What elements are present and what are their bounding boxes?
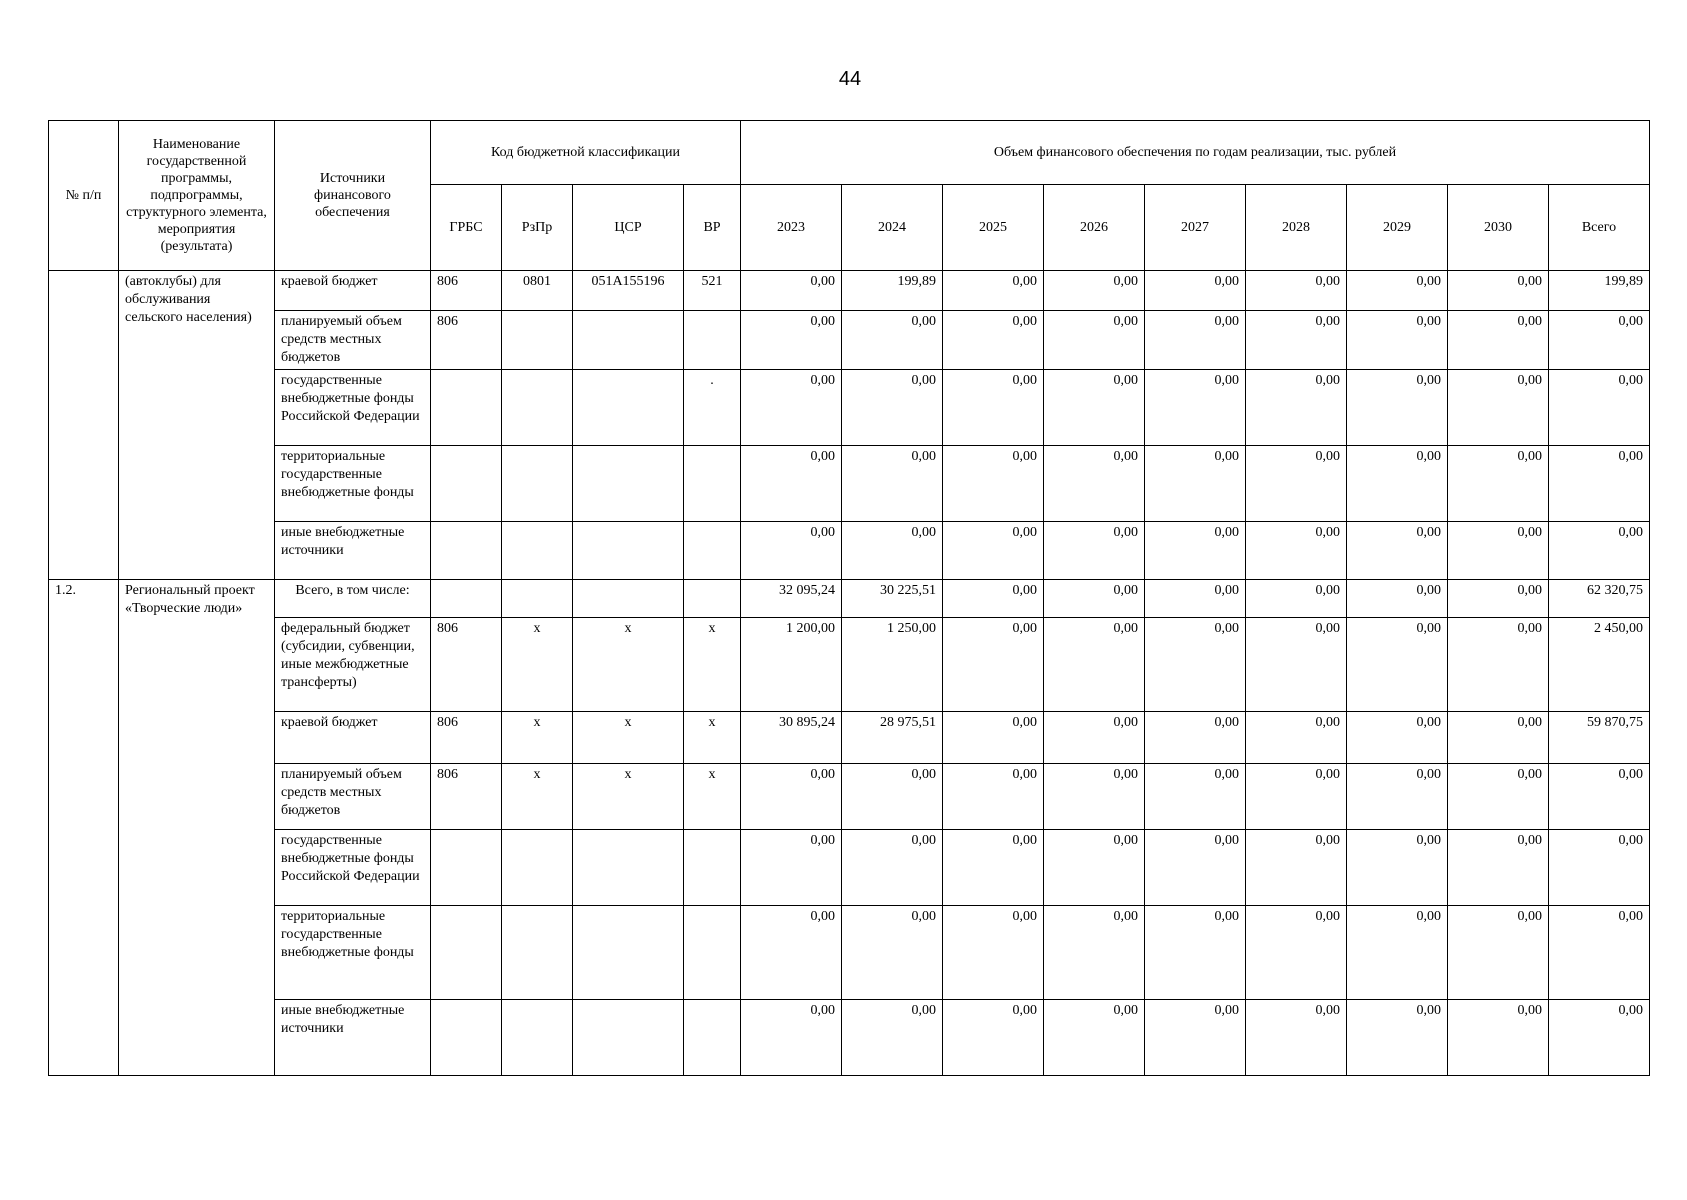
value-2029: 0,00 xyxy=(1347,618,1448,712)
code-grbs: 806 xyxy=(431,712,502,764)
value-2029: 0,00 xyxy=(1347,311,1448,370)
header-year-2025: 2025 xyxy=(943,185,1044,271)
financing-table xyxy=(48,120,1650,1076)
value-2027: 0,00 xyxy=(1145,712,1246,764)
value-2030: 0,00 xyxy=(1448,618,1549,712)
value-2026: 0,00 xyxy=(1044,830,1145,906)
code-vr: х xyxy=(684,618,741,712)
value-2025: 0,00 xyxy=(943,618,1044,712)
row-number: 1.2. xyxy=(49,580,119,1076)
value-2029: 0,00 xyxy=(1347,830,1448,906)
header-year-2028: 2028 xyxy=(1246,185,1347,271)
code-vr xyxy=(684,830,741,906)
code-vr: . xyxy=(684,370,741,446)
value-2027: 0,00 xyxy=(1145,271,1246,311)
table-row xyxy=(49,446,1650,522)
value-2023: 0,00 xyxy=(741,830,842,906)
header-name: Наименование государственной программы, подпрограммы, структурного элемента, мероприятия (результата) xyxy=(119,121,275,271)
code-vr xyxy=(684,906,741,1000)
value-2025: 0,00 xyxy=(943,580,1044,618)
value-2026: 0,00 xyxy=(1044,311,1145,370)
value-2029: 0,00 xyxy=(1347,370,1448,446)
value-2025: 0,00 xyxy=(943,764,1044,830)
funding-source: краевой бюджет xyxy=(275,712,431,764)
code-csr xyxy=(573,1000,684,1076)
value-total: 62 320,75 xyxy=(1549,580,1650,618)
value-2029: 0,00 xyxy=(1347,1000,1448,1076)
value-2030: 0,00 xyxy=(1448,311,1549,370)
value-2028: 0,00 xyxy=(1246,764,1347,830)
value-2023: 0,00 xyxy=(741,311,842,370)
value-2028: 0,00 xyxy=(1246,618,1347,712)
table-row xyxy=(49,311,1650,370)
value-total: 0,00 xyxy=(1549,446,1650,522)
table-row xyxy=(49,906,1650,1000)
code-grbs xyxy=(431,906,502,1000)
table-row xyxy=(49,271,1650,311)
value-2030: 0,00 xyxy=(1448,712,1549,764)
code-rzpr: х xyxy=(502,764,573,830)
value-2027: 0,00 xyxy=(1145,1000,1246,1076)
funding-source: планируемый объем средств местных бюджетов xyxy=(275,764,431,830)
value-2028: 0,00 xyxy=(1246,271,1347,311)
code-csr xyxy=(573,446,684,522)
value-2028: 0,00 xyxy=(1246,712,1347,764)
value-2027: 0,00 xyxy=(1145,311,1246,370)
value-2024: 0,00 xyxy=(842,830,943,906)
value-2029: 0,00 xyxy=(1347,446,1448,522)
header-num: № п/п xyxy=(49,121,119,271)
value-2029: 0,00 xyxy=(1347,764,1448,830)
code-rzpr xyxy=(502,522,573,580)
header-total: Всего xyxy=(1549,185,1650,271)
code-vr xyxy=(684,311,741,370)
value-2028: 0,00 xyxy=(1246,311,1347,370)
value-2024: 0,00 xyxy=(842,522,943,580)
value-2030: 0,00 xyxy=(1448,370,1549,446)
value-2027: 0,00 xyxy=(1145,580,1246,618)
value-total: 2 450,00 xyxy=(1549,618,1650,712)
value-2023: 30 895,24 xyxy=(741,712,842,764)
table-row xyxy=(49,522,1650,580)
code-csr xyxy=(573,370,684,446)
value-2030: 0,00 xyxy=(1448,830,1549,906)
code-csr xyxy=(573,522,684,580)
value-2025: 0,00 xyxy=(943,446,1044,522)
code-rzpr: х xyxy=(502,618,573,712)
header-year-2023: 2023 xyxy=(741,185,842,271)
value-2027: 0,00 xyxy=(1145,618,1246,712)
value-2028: 0,00 xyxy=(1246,906,1347,1000)
value-2028: 0,00 xyxy=(1246,522,1347,580)
value-total: 199,89 xyxy=(1549,271,1650,311)
code-vr: 521 xyxy=(684,271,741,311)
funding-source: краевой бюджет xyxy=(275,271,431,311)
value-2025: 0,00 xyxy=(943,712,1044,764)
value-2028: 0,00 xyxy=(1246,580,1347,618)
code-csr xyxy=(573,906,684,1000)
value-2028: 0,00 xyxy=(1246,830,1347,906)
value-total: 0,00 xyxy=(1549,906,1650,1000)
value-2023: 0,00 xyxy=(741,522,842,580)
table-body xyxy=(49,271,1650,1076)
value-2026: 0,00 xyxy=(1044,370,1145,446)
code-grbs xyxy=(431,522,502,580)
value-2023: 0,00 xyxy=(741,446,842,522)
value-2027: 0,00 xyxy=(1145,446,1246,522)
value-2023: 0,00 xyxy=(741,764,842,830)
value-2023: 0,00 xyxy=(741,271,842,311)
value-2028: 0,00 xyxy=(1246,1000,1347,1076)
code-grbs xyxy=(431,830,502,906)
code-vr xyxy=(684,1000,741,1076)
code-grbs xyxy=(431,580,502,618)
value-2026: 0,00 xyxy=(1044,906,1145,1000)
item-name: (автоклубы) для обслуживания сельского населения) xyxy=(119,271,275,580)
row-number xyxy=(49,271,119,580)
header-grbs: ГРБС xyxy=(431,185,502,271)
value-total: 0,00 xyxy=(1549,370,1650,446)
value-total: 0,00 xyxy=(1549,764,1650,830)
item-name: Региональный проект «Творческие люди» xyxy=(119,580,275,1076)
value-2023: 32 095,24 xyxy=(741,580,842,618)
value-2027: 0,00 xyxy=(1145,522,1246,580)
code-rzpr: 0801 xyxy=(502,271,573,311)
value-2024: 1 250,00 xyxy=(842,618,943,712)
value-2023: 1 200,00 xyxy=(741,618,842,712)
value-2030: 0,00 xyxy=(1448,446,1549,522)
value-total: 0,00 xyxy=(1549,830,1650,906)
value-2030: 0,00 xyxy=(1448,764,1549,830)
value-2029: 0,00 xyxy=(1347,271,1448,311)
value-2028: 0,00 xyxy=(1246,370,1347,446)
code-grbs xyxy=(431,370,502,446)
table-row xyxy=(49,830,1650,906)
value-2026: 0,00 xyxy=(1044,446,1145,522)
code-csr: 051А155196 xyxy=(573,271,684,311)
code-rzpr xyxy=(502,830,573,906)
funding-source: иные внебюджетные источники xyxy=(275,522,431,580)
value-2029: 0,00 xyxy=(1347,522,1448,580)
header-source: Источники финансового обеспечения xyxy=(275,121,431,271)
header-year-2030: 2030 xyxy=(1448,185,1549,271)
table-row xyxy=(49,370,1650,446)
value-2024: 0,00 xyxy=(842,1000,943,1076)
value-2023: 0,00 xyxy=(741,906,842,1000)
value-2030: 0,00 xyxy=(1448,1000,1549,1076)
code-grbs: 806 xyxy=(431,271,502,311)
code-csr: х xyxy=(573,712,684,764)
value-2030: 0,00 xyxy=(1448,580,1549,618)
value-2030: 0,00 xyxy=(1448,271,1549,311)
funding-source: государственные внебюджетные фонды Российской Федерации xyxy=(275,370,431,446)
code-vr xyxy=(684,446,741,522)
code-rzpr: х xyxy=(502,712,573,764)
value-2025: 0,00 xyxy=(943,830,1044,906)
value-2024: 0,00 xyxy=(842,764,943,830)
header-vr: ВР xyxy=(684,185,741,271)
code-grbs xyxy=(431,1000,502,1076)
value-2026: 0,00 xyxy=(1044,580,1145,618)
value-2024: 30 225,51 xyxy=(842,580,943,618)
code-csr: х xyxy=(573,618,684,712)
value-2026: 0,00 xyxy=(1044,764,1145,830)
table-row xyxy=(49,1000,1650,1076)
code-rzpr xyxy=(502,370,573,446)
header-year-2029: 2029 xyxy=(1347,185,1448,271)
code-csr: х xyxy=(573,764,684,830)
table-header xyxy=(49,121,1650,271)
value-2029: 0,00 xyxy=(1347,580,1448,618)
value-2024: 199,89 xyxy=(842,271,943,311)
value-2026: 0,00 xyxy=(1044,712,1145,764)
value-2027: 0,00 xyxy=(1145,764,1246,830)
header-year-2027: 2027 xyxy=(1145,185,1246,271)
page-number: 44 xyxy=(838,68,862,90)
value-total: 59 870,75 xyxy=(1549,712,1650,764)
value-2027: 0,00 xyxy=(1145,830,1246,906)
funding-source: иные внебюджетные источники xyxy=(275,1000,431,1076)
value-2024: 0,00 xyxy=(842,370,943,446)
value-total: 0,00 xyxy=(1549,1000,1650,1076)
funding-source: государственные внебюджетные фонды Российской Федерации xyxy=(275,830,431,906)
value-2025: 0,00 xyxy=(943,271,1044,311)
value-2026: 0,00 xyxy=(1044,618,1145,712)
funding-source: планируемый объем средств местных бюджетов xyxy=(275,311,431,370)
value-2023: 0,00 xyxy=(741,1000,842,1076)
code-grbs xyxy=(431,446,502,522)
header-year-2024: 2024 xyxy=(842,185,943,271)
value-2025: 0,00 xyxy=(943,522,1044,580)
code-csr xyxy=(573,830,684,906)
value-2028: 0,00 xyxy=(1246,446,1347,522)
header-year-2026: 2026 xyxy=(1044,185,1145,271)
code-grbs: 806 xyxy=(431,311,502,370)
value-2024: 0,00 xyxy=(842,446,943,522)
funding-source: территориальные государственные внебюджетные фонды xyxy=(275,906,431,1000)
value-2026: 0,00 xyxy=(1044,271,1145,311)
value-2024: 0,00 xyxy=(842,311,943,370)
value-2026: 0,00 xyxy=(1044,1000,1145,1076)
value-2029: 0,00 xyxy=(1347,712,1448,764)
value-2026: 0,00 xyxy=(1044,522,1145,580)
header-budget-code-group: Код бюджетной классификации xyxy=(431,121,741,185)
code-csr xyxy=(573,311,684,370)
code-vr xyxy=(684,580,741,618)
value-2027: 0,00 xyxy=(1145,906,1246,1000)
table-row xyxy=(49,618,1650,712)
code-rzpr xyxy=(502,1000,573,1076)
code-csr xyxy=(573,580,684,618)
code-rzpr xyxy=(502,906,573,1000)
value-2027: 0,00 xyxy=(1145,370,1246,446)
code-rzpr xyxy=(502,446,573,522)
funding-source: Всего, в том числе: xyxy=(275,580,431,618)
code-vr: х xyxy=(684,764,741,830)
code-rzpr xyxy=(502,311,573,370)
value-2025: 0,00 xyxy=(943,906,1044,1000)
funding-source: территориальные государственные внебюджетные фонды xyxy=(275,446,431,522)
value-2023: 0,00 xyxy=(741,370,842,446)
value-2025: 0,00 xyxy=(943,1000,1044,1076)
code-vr xyxy=(684,522,741,580)
value-2024: 0,00 xyxy=(842,906,943,1000)
header-csr: ЦСР xyxy=(573,185,684,271)
value-2030: 0,00 xyxy=(1448,906,1549,1000)
value-2025: 0,00 xyxy=(943,311,1044,370)
code-grbs: 806 xyxy=(431,618,502,712)
code-rzpr xyxy=(502,580,573,618)
value-2029: 0,00 xyxy=(1347,906,1448,1000)
value-total: 0,00 xyxy=(1549,522,1650,580)
value-total: 0,00 xyxy=(1549,311,1650,370)
code-grbs: 806 xyxy=(431,764,502,830)
value-2025: 0,00 xyxy=(943,370,1044,446)
table-row xyxy=(49,764,1650,830)
funding-source: федеральный бюджет (субсидии, субвенции, иные межбюджетные трансферты) xyxy=(275,618,431,712)
code-vr: х xyxy=(684,712,741,764)
value-2030: 0,00 xyxy=(1448,522,1549,580)
table-row xyxy=(49,712,1650,764)
header-rzpr: РзПр xyxy=(502,185,573,271)
header-volume-group: Объем финансового обеспечения по годам реализации, тыс. рублей xyxy=(741,121,1650,185)
table-row xyxy=(49,580,1650,618)
value-2024: 28 975,51 xyxy=(842,712,943,764)
